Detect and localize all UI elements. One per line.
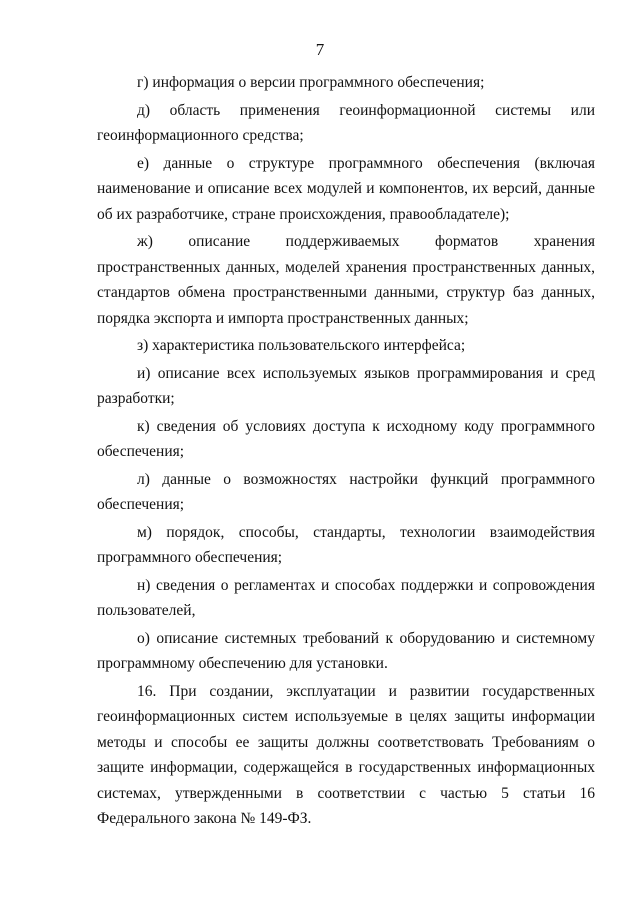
paragraph-i: и) описание всех используемых языков программирования и сред разработки; xyxy=(97,364,595,407)
paragraph-e: е) данные о структуре программного обеспечения (включая наименование и описание всех модулей и компонентов, их версий, данные об их разработчике, стране происхождения, правообладателе); xyxy=(97,154,595,223)
paragraph-k: к) сведения об условиях доступа к исходному коду программного обеспечения; xyxy=(97,417,595,460)
paragraph-16: 16. При создании, эксплуатации и развитии государственных геоинформационных систем используемые в целях защиты информации методы и способы ее защиты должны соответствовать Требованиям о защите информации, содержащейся в государственных информационных системах, утвержденными в соответствии с частью 5 статьи 16 Федерального закона № 149-ФЗ. xyxy=(97,682,595,827)
paragraph-l: л) данные о возможностях настройки функций программного обеспечения; xyxy=(97,470,595,513)
document-body xyxy=(97,70,595,832)
page-number: 7 xyxy=(315,40,325,59)
paragraph-z: з) характеристика пользовательского интерфейса; xyxy=(137,337,466,354)
paragraph-n: н) сведения о регламентах и способах поддержки и сопровождения пользователей, xyxy=(97,576,595,619)
paragraph-m: м) порядок, способы, стандарты, технологии взаимодействия программного обеспечения; xyxy=(97,523,595,566)
paragraph-d: д) область применения геоинформационной системы или геоинформационного средства; xyxy=(97,101,595,144)
paragraph-zh: ж) описание поддерживаемых форматов хранения пространственных данных, моделей хранения пространственных данных, стандартов обмена пространственными данными, структур баз данных, порядка экспорта и импорта пространственных данных; xyxy=(97,233,595,327)
paragraph-g: г) информация о версии программного обеспечения; xyxy=(137,74,485,91)
paragraph-o: о) описание системных требований к оборудованию и системному программному обеспечению для установки. xyxy=(97,629,595,672)
